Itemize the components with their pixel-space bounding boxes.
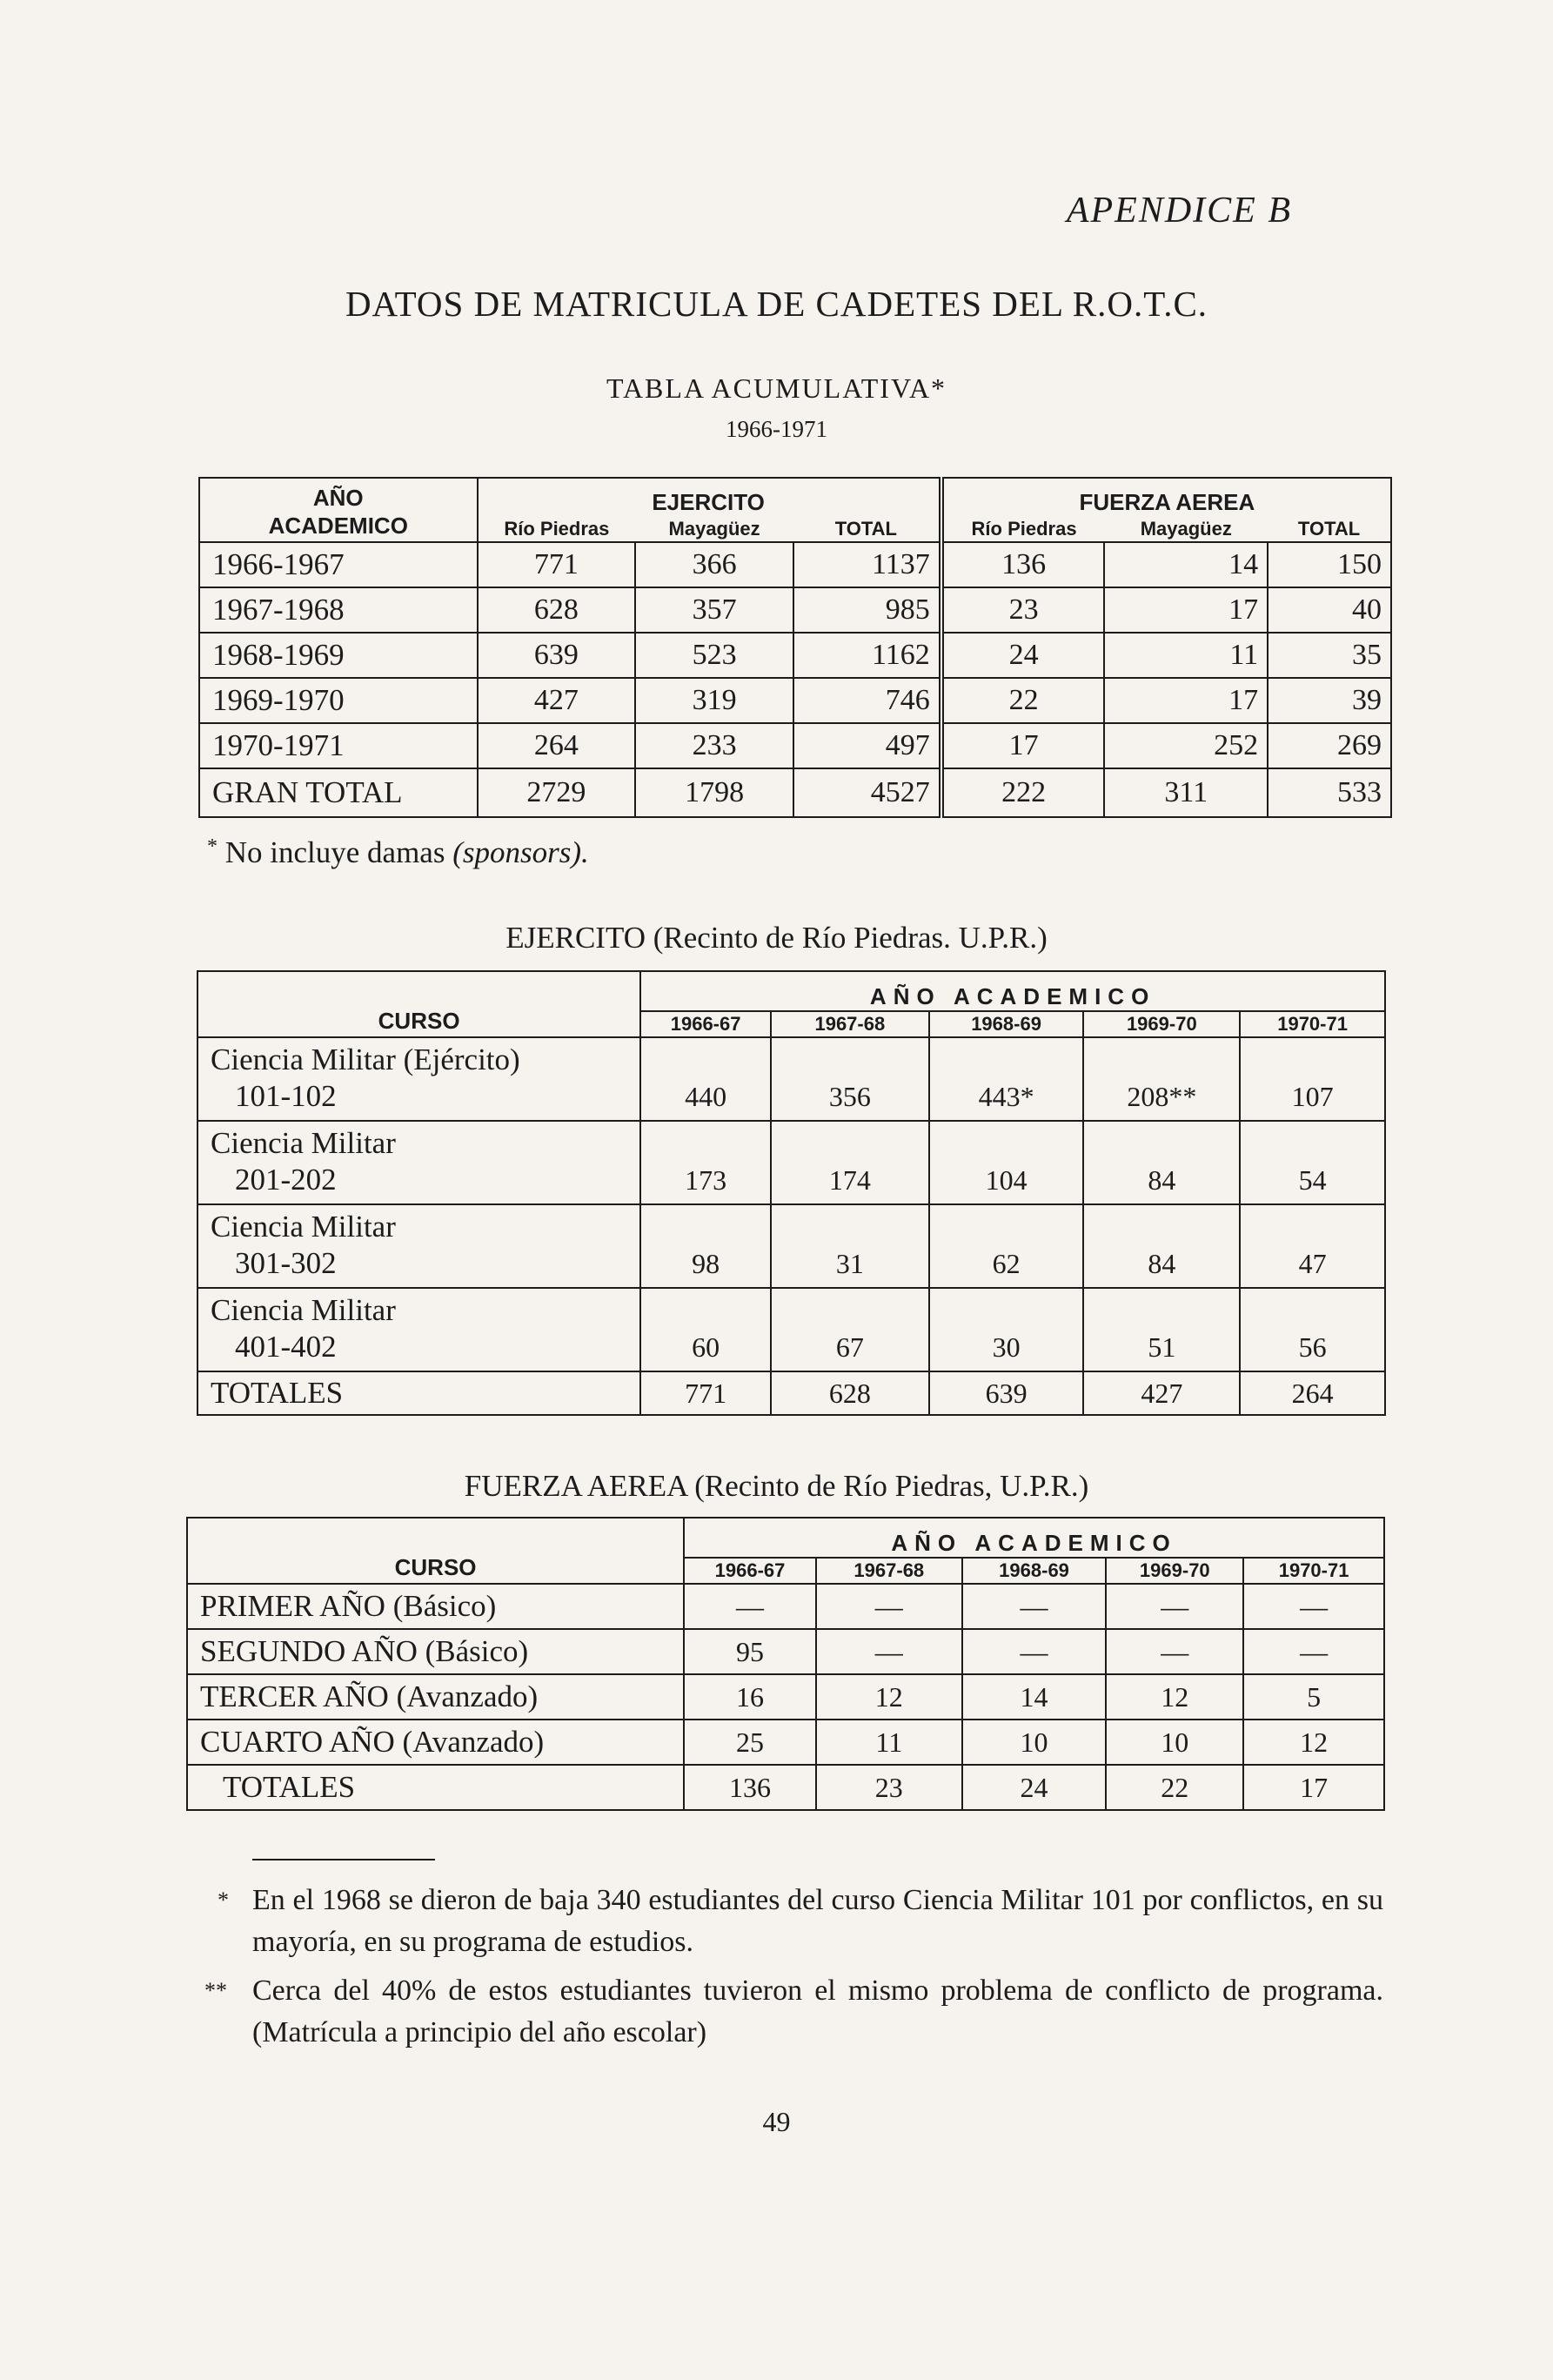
- value-cell: 84: [1083, 1121, 1240, 1204]
- footnote-divider: [252, 1859, 435, 1860]
- value-cell: 150: [1268, 542, 1391, 587]
- value-cell: 985: [793, 587, 941, 633]
- table-row: [187, 1674, 1384, 1720]
- course-cell: [197, 1037, 640, 1121]
- value-cell: 12: [816, 1674, 962, 1720]
- footnote: [204, 1970, 1383, 2054]
- table-row: [199, 542, 1391, 587]
- value-cell: 1162: [793, 633, 941, 678]
- value-cell: 35: [1268, 633, 1391, 678]
- value-cell: 60: [640, 1288, 771, 1371]
- ano-academico-header: AÑO ACADEMICO: [684, 1518, 1384, 1558]
- ejercito-rio-header: Río Piedras: [478, 516, 636, 542]
- ejercito-table: [197, 970, 1386, 1416]
- value-cell: 17: [1104, 587, 1268, 633]
- value-cell: 639: [929, 1371, 1084, 1415]
- year-header: 1968-69: [962, 1558, 1107, 1584]
- year-header: 1967-68: [771, 1011, 929, 1037]
- year-header-line1: AÑO: [312, 485, 364, 511]
- cumulative-table: [198, 477, 1392, 818]
- totals-label: TOTALES: [197, 1371, 640, 1415]
- year-cell: 1967-1968: [199, 587, 478, 633]
- table-row: [197, 1288, 1385, 1371]
- ejercito-group-header: EJERCITO: [478, 478, 941, 516]
- year-header: 1970-71: [1240, 1011, 1385, 1037]
- value-cell: 1137: [793, 542, 941, 587]
- value-cell: 54: [1240, 1121, 1385, 1204]
- table-subtitle: TABLA ACUMULATIVA*: [606, 372, 947, 404]
- value-cell: 252: [1104, 723, 1268, 768]
- table-row: [197, 1037, 1385, 1121]
- course-cell: PRIMER AÑO (Básico): [187, 1584, 684, 1629]
- year-header: 1969-70: [1083, 1011, 1240, 1037]
- course-cell: CUARTO AÑO (Avanzado): [187, 1720, 684, 1765]
- value-cell: 56: [1240, 1288, 1385, 1371]
- fuerza-group-header: FUERZA AEREA: [941, 478, 1391, 516]
- value-cell: —: [962, 1584, 1107, 1629]
- value-cell: 24: [941, 633, 1105, 678]
- table-note: [207, 835, 589, 870]
- value-cell: 98: [640, 1204, 771, 1288]
- value-cell: 24: [962, 1765, 1107, 1810]
- value-cell: 311: [1104, 768, 1268, 817]
- value-cell: 11: [1104, 633, 1268, 678]
- value-cell: 233: [635, 723, 793, 768]
- table-row: [199, 587, 1391, 633]
- value-cell: 23: [816, 1765, 962, 1810]
- table-row: [197, 1121, 1385, 1204]
- value-cell: 771: [478, 542, 636, 587]
- value-cell: 12: [1243, 1720, 1384, 1765]
- table-row: [199, 678, 1391, 723]
- value-cell: 22: [941, 678, 1105, 723]
- course-code: 201-202: [235, 1163, 337, 1197]
- value-cell: 40: [1268, 587, 1391, 633]
- value-cell: 427: [1083, 1371, 1240, 1415]
- footnote-mark: **: [204, 1978, 227, 2003]
- value-cell: 4527: [793, 768, 941, 817]
- course-cell: [197, 1288, 640, 1371]
- value-cell: 67: [771, 1288, 929, 1371]
- curso-header: CURSO: [187, 1518, 684, 1584]
- curso-header: CURSO: [197, 971, 640, 1037]
- ejercito-maya-header: Mayagüez: [635, 516, 793, 542]
- value-cell: 104: [929, 1121, 1084, 1204]
- footnote: [218, 1880, 1383, 1963]
- course-code: 401-402: [235, 1330, 337, 1364]
- year-header: 1970-71: [1243, 1558, 1384, 1584]
- course-name: Ciencia Militar: [211, 1293, 396, 1327]
- course-name: Ciencia Militar (Ejército): [211, 1043, 520, 1076]
- value-cell: 443*: [929, 1037, 1084, 1121]
- value-cell: 771: [640, 1371, 771, 1415]
- value-cell: 628: [771, 1371, 929, 1415]
- value-cell: —: [1106, 1629, 1243, 1674]
- value-cell: 1798: [635, 768, 793, 817]
- value-cell: 10: [1106, 1720, 1243, 1765]
- course-code: 301-302: [235, 1246, 337, 1280]
- year-cell: 1970-1971: [199, 723, 478, 768]
- course-cell: [197, 1204, 640, 1288]
- table-row: [187, 1584, 1384, 1629]
- value-cell: 31: [771, 1204, 929, 1288]
- fuerza-aerea-table: [186, 1517, 1385, 1811]
- appendix-label: APENDICE B: [1066, 191, 1292, 231]
- value-cell: —: [1106, 1584, 1243, 1629]
- value-cell: 136: [684, 1765, 816, 1810]
- year-header: 1966-67: [684, 1558, 816, 1584]
- table-row: [187, 1720, 1384, 1765]
- value-cell: 17: [941, 723, 1105, 768]
- value-cell: 2729: [478, 768, 636, 817]
- table-row: [199, 723, 1391, 768]
- value-cell: 440: [640, 1037, 771, 1121]
- value-cell: 497: [793, 723, 941, 768]
- value-cell: 319: [635, 678, 793, 723]
- course-name: Ciencia Militar: [211, 1210, 396, 1244]
- year-cell: 1969-1970: [199, 678, 478, 723]
- value-cell: 356: [771, 1037, 929, 1121]
- fuerza-total-header: TOTAL: [1268, 516, 1391, 542]
- year-header-line2: ACADEMICO: [268, 513, 408, 539]
- value-cell: 23: [941, 587, 1105, 633]
- page-title: DATOS DE MATRICULA DE CADETES DEL R.O.T.C.: [345, 284, 1208, 324]
- ejercito-total-header: TOTAL: [793, 516, 941, 542]
- value-cell: 264: [478, 723, 636, 768]
- value-cell: —: [962, 1629, 1107, 1674]
- value-cell: 17: [1243, 1765, 1384, 1810]
- value-cell: 264: [1240, 1371, 1385, 1415]
- value-cell: 51: [1083, 1288, 1240, 1371]
- value-cell: —: [816, 1629, 962, 1674]
- course-name: Ciencia Militar: [211, 1126, 396, 1160]
- value-cell: 39: [1268, 678, 1391, 723]
- year-header: 1968-69: [929, 1011, 1084, 1037]
- value-cell: —: [1243, 1629, 1384, 1674]
- year-header: 1969-70: [1106, 1558, 1243, 1584]
- table-row: [199, 633, 1391, 678]
- value-cell: 746: [793, 678, 941, 723]
- ano-academico-header: AÑO ACADEMICO: [640, 971, 1385, 1011]
- totals-row: [197, 1371, 1385, 1415]
- value-cell: —: [816, 1584, 962, 1629]
- value-cell: 17: [1104, 678, 1268, 723]
- value-cell: 639: [478, 633, 636, 678]
- table-years: 1966-1971: [726, 416, 827, 442]
- value-cell: 22: [1106, 1765, 1243, 1810]
- footnote-text: Cerca del 40% de estos estudiantes tuvieron el mismo problema de conflicto de programa. (Matrícula a principio del año escolar): [252, 1974, 1383, 2048]
- value-cell: 62: [929, 1204, 1084, 1288]
- value-cell: 5: [1243, 1674, 1384, 1720]
- value-cell: 11: [816, 1720, 962, 1765]
- value-cell: 25: [684, 1720, 816, 1765]
- year-header: 1967-68: [816, 1558, 962, 1584]
- value-cell: 366: [635, 542, 793, 587]
- year-cell: 1968-1969: [199, 633, 478, 678]
- course-code: 101-102: [235, 1079, 337, 1113]
- value-cell: 12: [1106, 1674, 1243, 1720]
- grand-total-row: [199, 768, 1391, 817]
- value-cell: 208**: [1083, 1037, 1240, 1121]
- table-row: [187, 1629, 1384, 1674]
- value-cell: 523: [635, 633, 793, 678]
- course-cell: [197, 1121, 640, 1204]
- value-cell: 14: [962, 1674, 1107, 1720]
- fuerza-rio-header: Río Piedras: [941, 516, 1105, 542]
- value-cell: 174: [771, 1121, 929, 1204]
- footnote-mark: *: [218, 1887, 229, 1913]
- note-italic: (sponsors).: [452, 835, 589, 869]
- page-number: 49: [762, 2106, 791, 2137]
- totals-row: [187, 1765, 1384, 1810]
- fuerza-maya-header: Mayagüez: [1104, 516, 1268, 542]
- value-cell: 173: [640, 1121, 771, 1204]
- value-cell: 84: [1083, 1204, 1240, 1288]
- note-text: No incluye damas: [224, 835, 445, 869]
- value-cell: 628: [478, 587, 636, 633]
- value-cell: 16: [684, 1674, 816, 1720]
- value-cell: 269: [1268, 723, 1391, 768]
- note-mark: *: [207, 835, 218, 858]
- year-cell: 1966-1967: [199, 542, 478, 587]
- ejercito-section-title: EJERCITO (Recinto de Río Piedras. U.P.R.): [505, 921, 1048, 955]
- value-cell: 95: [684, 1629, 816, 1674]
- value-cell: 47: [1240, 1204, 1385, 1288]
- value-cell: 10: [962, 1720, 1107, 1765]
- value-cell: 136: [941, 542, 1105, 587]
- course-cell: TERCER AÑO (Avanzado): [187, 1674, 684, 1720]
- grand-total-label: GRAN TOTAL: [199, 768, 478, 817]
- totals-label: TOTALES: [187, 1765, 684, 1810]
- value-cell: 222: [941, 768, 1105, 817]
- value-cell: 427: [478, 678, 636, 723]
- value-cell: —: [1243, 1584, 1384, 1629]
- fuerza-section-title: FUERZA AEREA (Recinto de Río Piedras, U.P.R.): [464, 1469, 1089, 1503]
- table-row: [197, 1204, 1385, 1288]
- footnote-text: En el 1968 se dieron de baja 340 estudiantes del curso Ciencia Militar 101 por conflictos, en su mayoría, en su programa de estudios.: [252, 1884, 1383, 1958]
- course-cell: SEGUNDO AÑO (Básico): [187, 1629, 684, 1674]
- value-cell: 30: [929, 1288, 1084, 1371]
- value-cell: —: [684, 1584, 816, 1629]
- value-cell: 533: [1268, 768, 1391, 817]
- year-column-header: [199, 478, 478, 542]
- value-cell: 14: [1104, 542, 1268, 587]
- value-cell: 107: [1240, 1037, 1385, 1121]
- year-header: 1966-67: [640, 1011, 771, 1037]
- value-cell: 357: [635, 587, 793, 633]
